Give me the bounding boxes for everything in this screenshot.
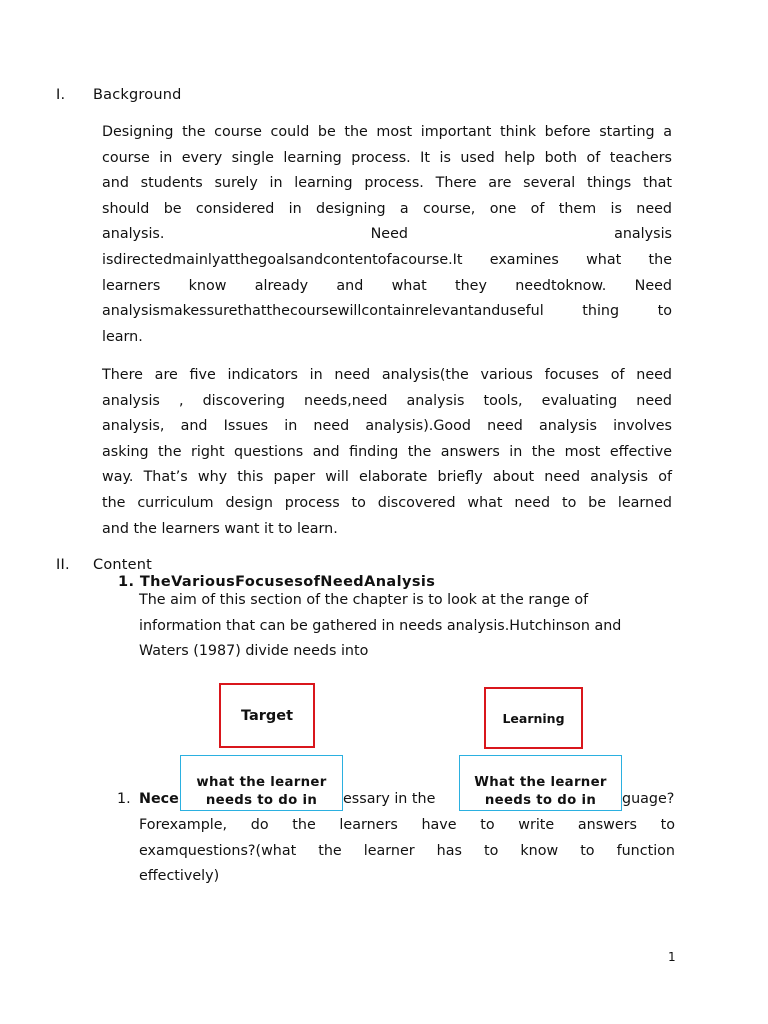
paragraph-line: isdirectedmainlyatthegoalsandcontentofacourse.It examines what the bbox=[102, 251, 672, 268]
paragraph-line: information that can be gathered in needs analysis.Hutchinson and bbox=[139, 617, 622, 634]
paragraph-line: way. That’s why this paper will elaborate briefly about need analysis of bbox=[102, 469, 672, 486]
paragraph-line: analysis , discovering needs,need analysis tools, evaluating need bbox=[102, 392, 672, 409]
box-label: Learning bbox=[502, 710, 565, 726]
list-fragment: guage? bbox=[622, 791, 675, 807]
learning-needs-box bbox=[484, 687, 583, 749]
learning-description-box bbox=[459, 755, 622, 811]
paragraph-line: analysis. Need analysis bbox=[102, 226, 672, 243]
paragraph-line: course in every single learning process. It is used help both of teachers bbox=[102, 149, 672, 166]
background-paragraph-1 bbox=[102, 120, 672, 350]
subsection-intro bbox=[139, 588, 679, 665]
paragraph-line: Forexample, do the learners have to write answers to bbox=[139, 817, 675, 833]
paragraph-line: learn. bbox=[102, 328, 143, 345]
box-text-line: needs to do in bbox=[484, 793, 597, 808]
box-text-line: what the learner bbox=[196, 775, 327, 790]
page-number: 1 bbox=[668, 950, 676, 964]
section-heading-background bbox=[56, 87, 356, 107]
paragraph-line: the curriculum design process to discovered what need to be learned bbox=[102, 494, 672, 511]
section-number: I. bbox=[56, 87, 66, 103]
section-number: II. bbox=[56, 557, 70, 573]
box-label: Target bbox=[240, 707, 294, 724]
paragraph-line: asking the right questions and finding the answers in the most effective bbox=[102, 443, 672, 460]
list-item-continuation bbox=[139, 813, 675, 890]
paragraph-line: Designing the course could be the most important think before starting a bbox=[102, 124, 672, 140]
paragraph-line: effectively) bbox=[139, 868, 220, 885]
paragraph-line: should be considered in designing a course, one of them is need bbox=[102, 200, 672, 217]
paragraph-line: analysismakessurethatthecoursewillcontainrelevantanduseful thing to bbox=[102, 303, 672, 320]
paragraph-line: and students surely in learning process. There are several things that bbox=[102, 175, 672, 192]
list-lead: Nece bbox=[139, 791, 179, 807]
paragraph-line: The aim of this section of the chapter is to look at the range of bbox=[139, 592, 589, 608]
box-text-line: needs to do in bbox=[205, 793, 318, 808]
paragraph-line: analysis, and Issues in need analysis).Good need analysis involves bbox=[102, 418, 672, 435]
target-needs-box bbox=[219, 683, 315, 748]
paragraph-line: learners know already and what they needtoknow. Need bbox=[102, 277, 672, 294]
list-marker: 1. bbox=[117, 791, 131, 807]
section-title: Content bbox=[93, 557, 153, 573]
subsection-heading: 1. TheVariousFocusesofNeedAnalysis bbox=[118, 574, 436, 590]
list-fragment: essary in the bbox=[343, 791, 436, 807]
paragraph-line: Waters (1987) divide needs into bbox=[139, 643, 369, 660]
target-description-box bbox=[180, 755, 343, 811]
paragraph-line: examquestions?(what the learner has to know to function bbox=[139, 842, 675, 859]
section-title: Background bbox=[93, 87, 182, 103]
box-text-line: What the learner bbox=[474, 775, 607, 790]
paragraph-line: and the learners want it to learn. bbox=[102, 520, 338, 537]
background-paragraph-2 bbox=[102, 363, 672, 542]
paragraph-line: There are five indicators in need analysis(the various focuses of need bbox=[102, 367, 672, 383]
